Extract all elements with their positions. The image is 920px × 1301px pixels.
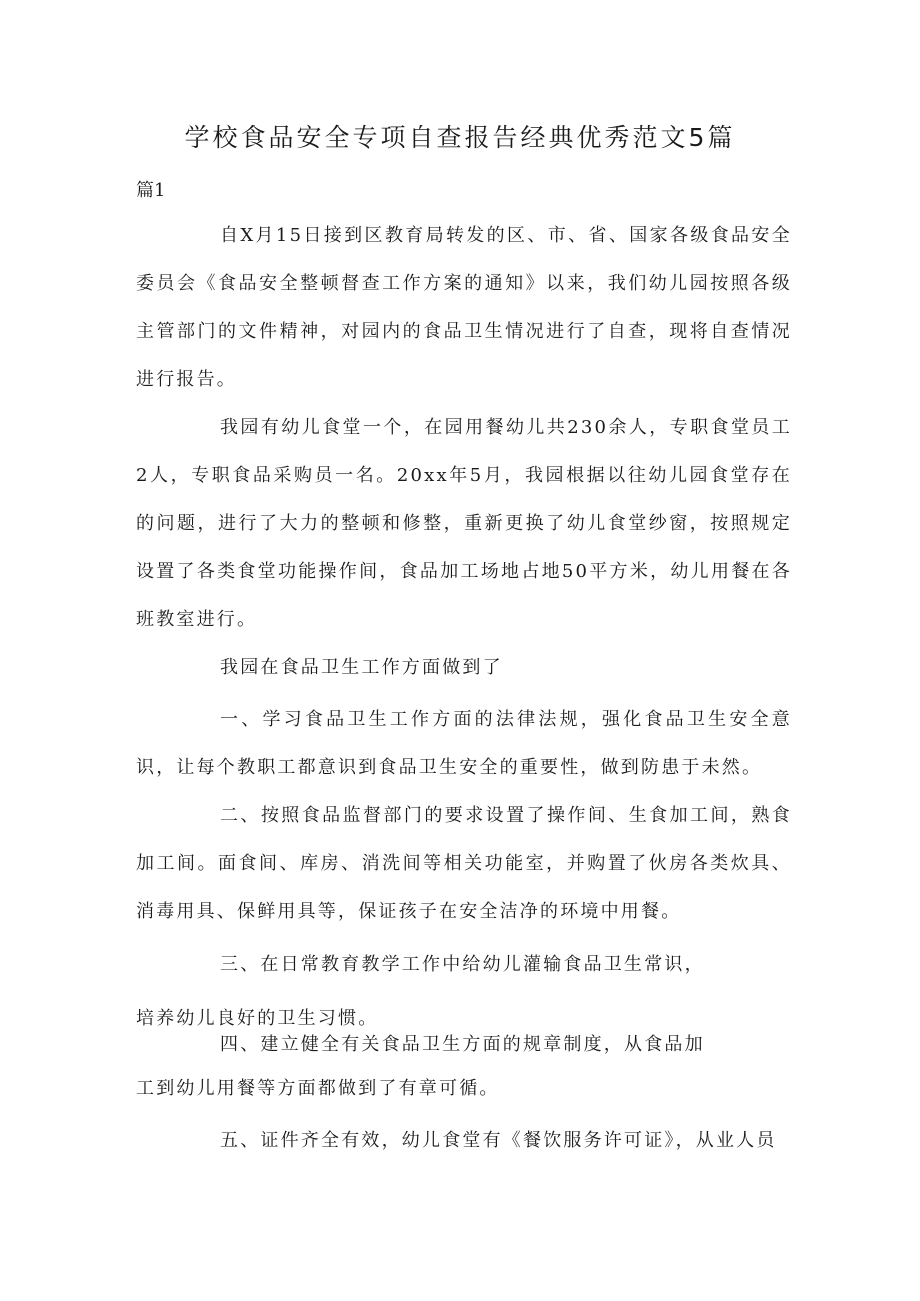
paragraph-item-five-line-1: 五、证件齐全有效，幼儿食堂有《餐饮服务许可证》，从业人员: [220, 1130, 777, 1151]
paragraph-item-one: 一、学习食品卫生工作方面的法律法规，强化食品卫生安全意识，让每个教职工都意识到食品卫生安全的重要性，做到防患于未然。: [136, 709, 792, 778]
paragraph-item-three-line-1: 三、在日常教育教学工作中给幼儿灌输食品卫生常识，: [220, 954, 705, 975]
paragraph-canteen-overview: 我园有幼儿食堂一个，在园用餐幼儿共230余人，专职食堂员工2人，专职食品采购员一名。20xx年5月，我园根据以往幼儿园食堂存在的问题，进行了大力的整顿和修整，重新更换了幼儿食堂纱窗，按照规定设置了各类食堂功能操作间，食品加工场地占地50平方米，幼儿用餐在各班教室进行。: [136, 417, 792, 630]
paragraph-notice: 自X月15日接到区教育局转发的区、市、省、国家各级食品安全委员会《食品安全整顿督查工作方案的通知》以来，我们幼儿园按照各级主管部门的文件精神，对园内的食品卫生情况进行了自查，现将自查情况进行报告。: [136, 225, 792, 390]
paragraph-item-four-line-1: 四、建立健全有关食品卫生方面的规章制度，从食品加: [220, 1034, 705, 1055]
paragraph-item-two: 二、按照食品监督部门的要求设置了操作间、生食加工间，熟食加工间。面食间、库房、消洗间等相关功能室，并购置了伙房各类炊具、消毒用具、保鲜用具等，保证孩子在安全洁净的环境中用餐。: [136, 805, 792, 922]
paragraph-item-three-line-2: 培养幼儿良好的卫生习惯。: [136, 1008, 379, 1029]
paragraph-work-intro: 我园在食品卫生工作方面做到了: [220, 657, 503, 678]
document-title: 学校食品安全专项自查报告经典优秀范文5篇: [184, 123, 736, 152]
section-label: 篇1: [136, 180, 166, 201]
paragraph-item-four-line-2: 工到幼儿用餐等方面都做到了有章可循。: [136, 1078, 500, 1099]
